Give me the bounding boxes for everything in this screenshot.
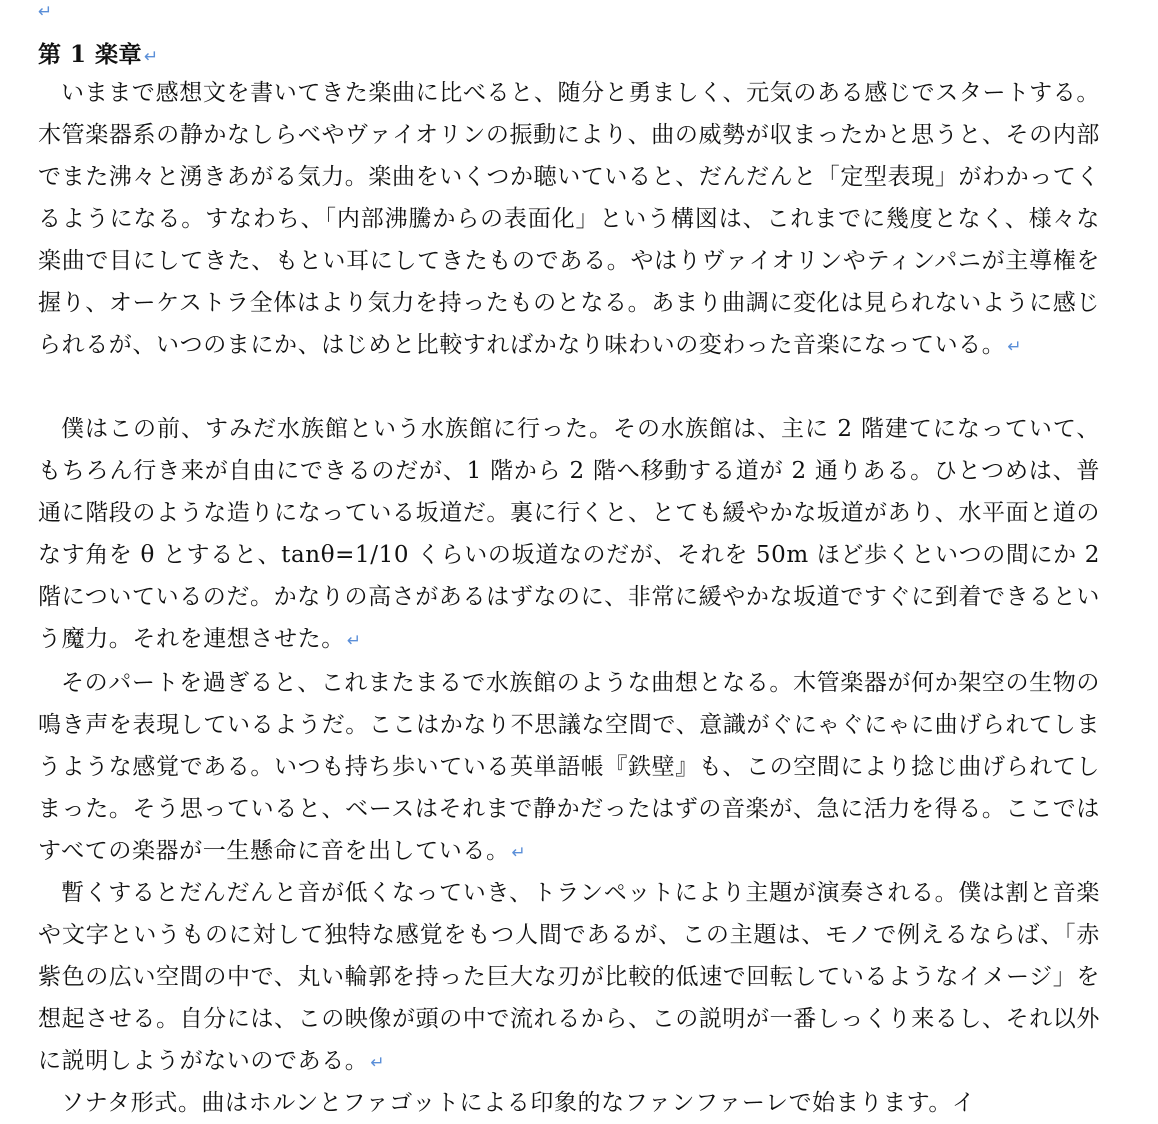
paragraph-mark: ↵ — [38, 2, 53, 22]
paragraph-mark: ↵ — [346, 631, 362, 651]
paragraph-text: 暫くするとだんだんと音が低くなっていき、トランペットにより主題が演奏される。僕は割と音楽や文字というものに対して独特な感覚をもつ人間であるが、この主題は、モノで例えるならば、「赤紫色の広い空間の中で、丸い輪郭を持った巨大な刃が比較的低速で回転しているようなイメージ」を想起させる。自分には、この映像が頭の中で流れるから、この説明が一番しっくり来るし、それ以外に説明しようがないのである。 — [38, 880, 1100, 1074]
paragraph-mark: ↵ — [511, 843, 527, 863]
paragraph-text: いままで感想文を書いてきた楽曲に比べると、随分と勇ましく、元気のある感じでスタートする。木管楽器系の静かなしらべやヴァイオリンの振動により、曲の威勢が収まったかと思うと、その内部でまた沸々と湧きあがる気力。楽曲をいくつか聴いていると、だんだんと「定型表現」がわかってくるようになる。すなわち、「内部沸騰からの表面化」という構図は、これまでに幾度となく、様々な楽曲で目にしてきた、もとい耳にしてきたものである。やはりヴァイオリンやティンパニが主導権を握り、オーケストラ全体はより気力を持ったものとなる。あまり曲調に変化は見られないように感じられるが、いつのまにか、はじめと比較すればかなり味わいの変わった音楽になっている。 — [38, 80, 1100, 358]
paragraph[interactable] — [38, 72, 1100, 368]
paragraph[interactable] — [38, 662, 1100, 874]
paragraph[interactable] — [38, 408, 1100, 662]
paragraph-mark: ↵ — [1007, 337, 1023, 357]
paragraph-partial[interactable] — [38, 1082, 1100, 1124]
paragraph-text: ソナタ形式。曲はホルンとファゴットによる印象的なファンファーレで始まります。イ — [61, 1090, 976, 1116]
section-heading[interactable] — [38, 36, 159, 69]
paragraph-text: そのパートを過ぎると、これまたまるで水族館のような曲想となる。木管楽器が何か架空の生物の鳴き声を表現しているようだ。ここはかなり不思議な空間で、意識がぐにゃぐにゃに曲げられてしまうような感覚である。いつも持ち歩いている英単語帳『鉄壁』も、この空間により捻じ曲げられてしまった。そう思っていると、ベースはそれまで静かだったはずの音楽が、急に活力を得る。ここではすべての楽器が一生懸命に音を出している。 — [38, 670, 1100, 864]
paragraph-mark: ↵ — [370, 1053, 386, 1073]
heading-text: 第 1 楽章 — [38, 41, 143, 68]
paragraph[interactable] — [38, 872, 1100, 1084]
paragraph-mark: ↵ — [144, 47, 159, 67]
paragraph-text: 僕はこの前、すみだ水族館という水族館に行った。その水族館は、主に 2 階建てになっていて、もちろん行き来が自由にできるのだが、1 階から 2 階へ移動する道が 2 通りある。ひとつめは、普通に階段のような造りになっている坂道だ。裏に行くと、とても緩やかな坂道があり、水平面と道のなす角を θ とすると、tanθ=1/10 くらいの坂道なのだが、それを 50m ほど歩くといつの間にか 2 階についているのだ。かなりの高さがあるはずなのに、非常に緩やかな坂道ですぐに到着できるという魔力。それを連想させた。 — [38, 416, 1100, 652]
